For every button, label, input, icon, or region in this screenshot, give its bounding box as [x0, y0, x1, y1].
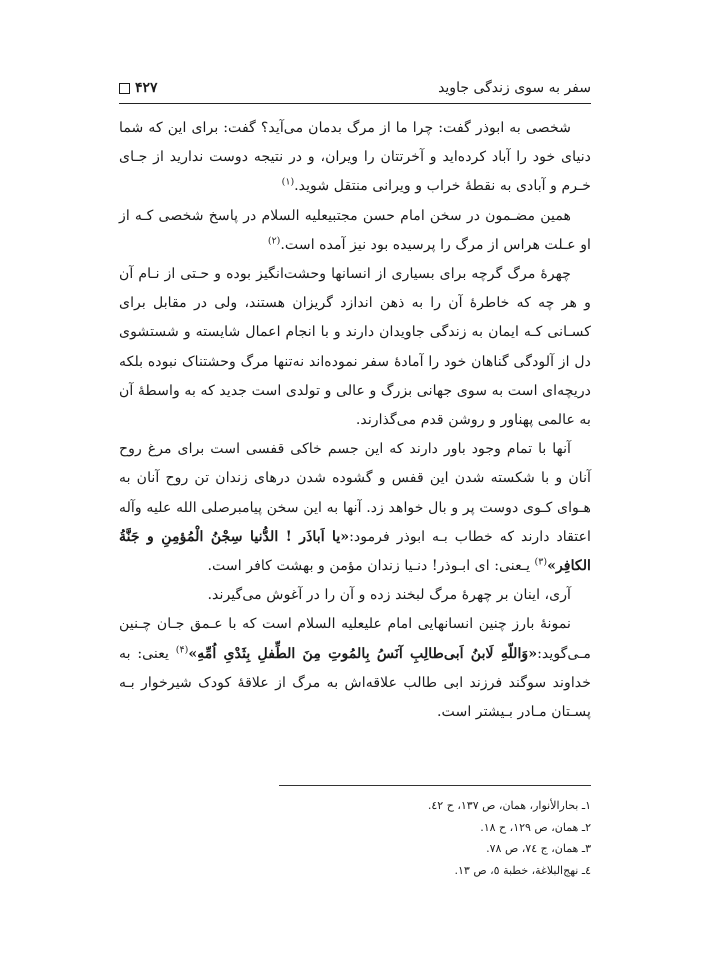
paragraph-text: آنها با تمام وجود باور دارند که این جسم خاکی قفسی است برای مرغ روح آنان و با شکسته شدن این قفس و گشوده شدن درهای زندان تن روح آنان به هـوای کـوی دوست پر و بال خواهد زد. آنها به این سخن پیامبرصلى الله عليه وآله اعتقاد دارند که خطاب بـه ابوذر فرمود:	[119, 441, 591, 545]
footnote: ۱ـ بحارالأنوار، همان، ص ۱۳۷، ح ٤٢.	[427, 799, 591, 812]
footnotes	[119, 795, 591, 881]
paragraph-text: یـعنی: ای ابـوذر! دنـیا زندان مؤمن و بهشت کافر است.	[207, 558, 535, 575]
main-text	[119, 114, 591, 727]
page-number: ۴۲۷	[135, 80, 158, 96]
page-number-group	[119, 78, 158, 98]
footnote-ref: (۳)	[534, 556, 548, 568]
footnote: ۲ـ همان، ص ۱۲۹، ح ۱۸.	[480, 820, 591, 834]
footnote-divider	[279, 785, 591, 786]
paragraph	[119, 260, 591, 435]
paragraph-text: یعنی: به خداوند سوگند فرزند ابی طالب علاقه‌اش به مرگ از علاقهٔ کودک شیرخوار بـه پسـتان مـادر بـیشتر است.	[119, 645, 591, 721]
footnote-ref: (۴)	[175, 643, 189, 655]
paragraph-text: همین مضـمون در سخن امام حسن مجتبیعليه السلام در پاسخ شخصی کـه از او عـلت هراس از مرگ را پرسیده بود نیز آمده است.	[119, 207, 591, 253]
footnote: ۳ـ همان، ج ۷٤، ص ۷۸.	[486, 842, 591, 855]
paragraph	[119, 435, 591, 581]
footnote-ref: (۱)	[281, 176, 295, 188]
paragraph-text: نمونهٔ بارز چنین انسانهایی امام علیعليه السلام است که با عـمق جـان چـنین مـی‌گوید:	[119, 616, 591, 662]
header-divider	[119, 103, 591, 104]
paragraph-text: چهرهٔ مرگ گرچه برای بسیاری از انسانها وحشت‌انگیز بوده و حـتی از نـام آن و هر چه که خاطرهٔ آن را به ذهن اندازد گریزان هستند، ولی در مقابل برای کسـانی کـه ایمان به زندگی جاویدان دارند و با انجام اعمال شایسته و شستشوی دل از آلودگی گناهان خود را آمادهٔ سفر نموده‌اند نه‌تنها مرگ وحشتناک نبوده بلکه دریچه‌ای است به سوی جهانی بزرگ و عالی و تولدی است جدید که به واسطهٔ آن به عالمی پهناور و روشن قدم می‌گذارند.	[119, 266, 591, 429]
paragraph	[119, 202, 591, 260]
paragraph	[119, 581, 591, 610]
running-title: سفر به سوی زندگی جاوید	[438, 80, 591, 96]
hadith-quote: «یا اَباذَر ! الدُّنیا سِجْنُ الْمُؤمِنِ و جَنَّةُ الکافِر»	[119, 528, 591, 575]
hadith-quote: «وَاللّهِ لَابنُ اَبی‌طالِبِ آنَسُ بِالمُوتِ مِنَ الطِّفلِ بِثَدْیِ اُمِّهِ»	[188, 645, 538, 662]
paragraph-text: آری، اینان بر چهرهٔ مرگ لبخند زده و آن را در آغوش می‌گیرند.	[207, 587, 571, 604]
paragraph	[119, 114, 591, 202]
footnote: ٤ـ نهج‌البلاغة، خطبة ٥، ص ۱۳.	[454, 863, 591, 877]
footnote-ref: (۲)	[267, 235, 281, 247]
paragraph	[119, 610, 591, 727]
running-header	[119, 78, 591, 100]
square-icon	[119, 83, 130, 94]
paragraph-text: شخصی به ابوذر گفت: چرا ما از مرگ بدمان می‌آید؟ گفت: برای این که شما دنیای خود را آباد کرده‌اید و آخرتتان را ویران، و در نتیجه دوست ندارید از جـای خـرم و آبادی به نقطهٔ خراب و ویرانی منتقل شوید.	[119, 120, 591, 195]
